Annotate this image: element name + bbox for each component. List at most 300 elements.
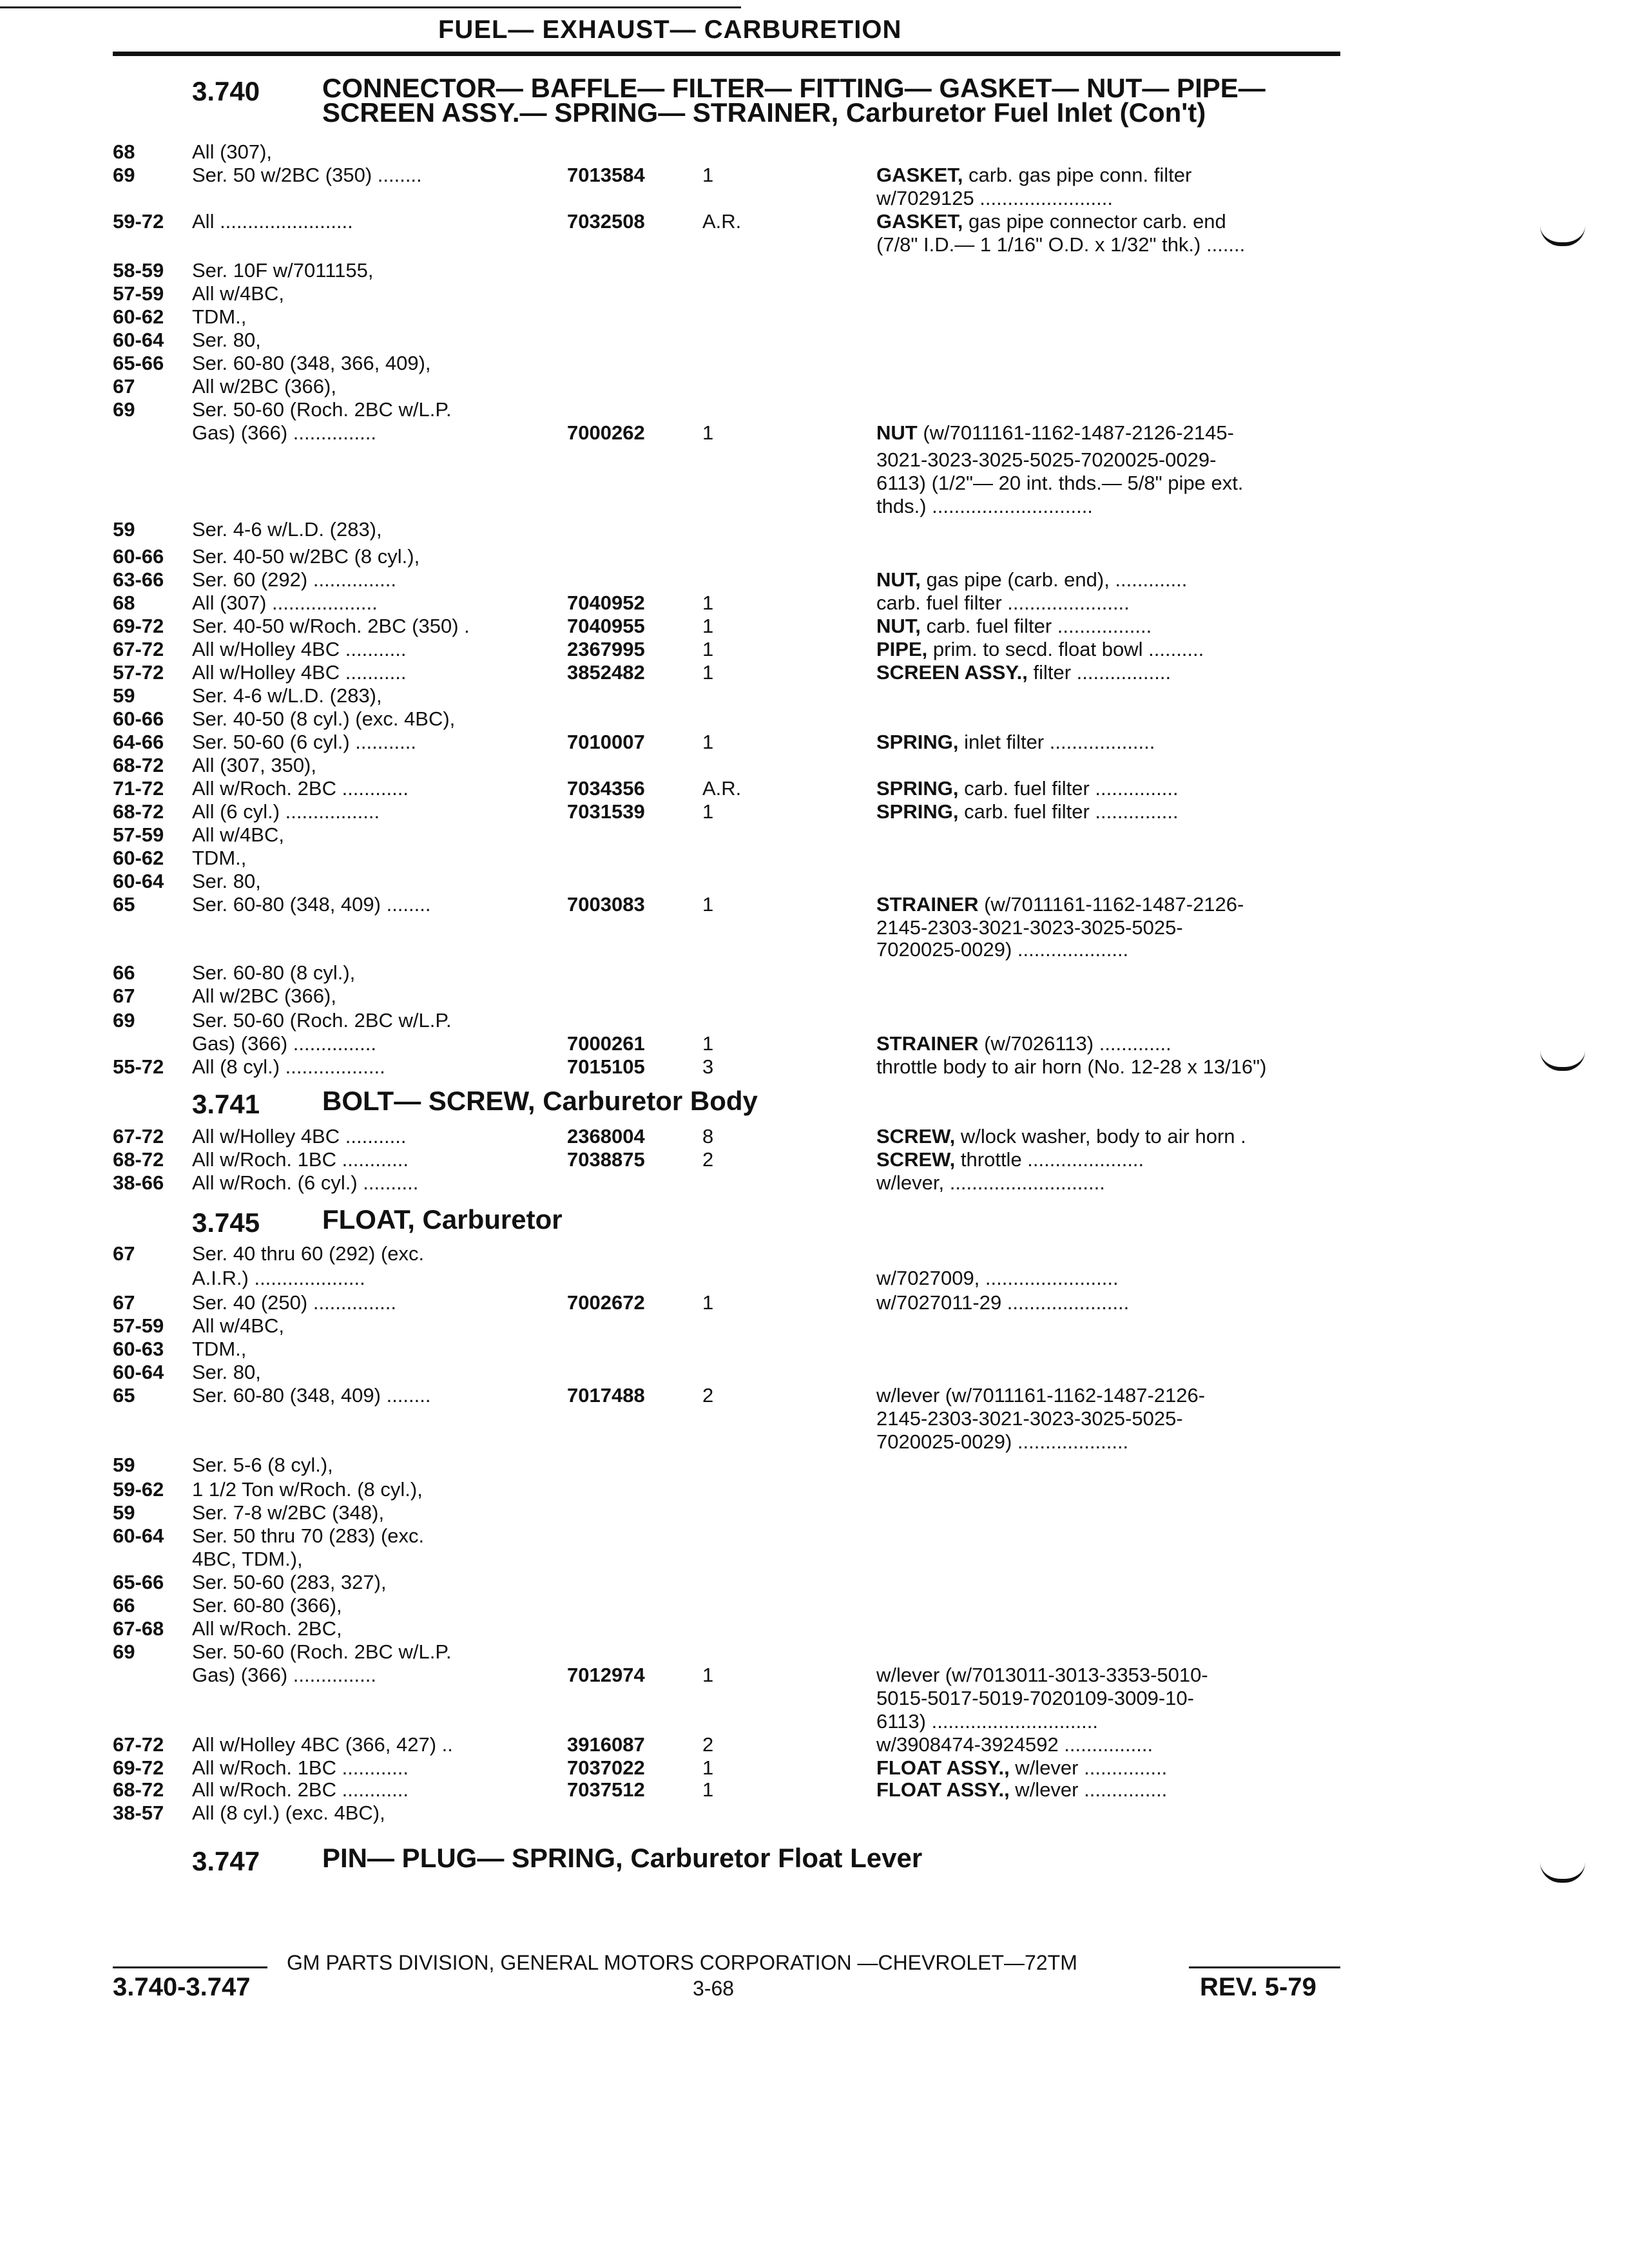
part-number-cell: 2368004 xyxy=(567,1125,645,1148)
application-cell: Ser. 60 (292) ............... xyxy=(192,568,397,591)
description-item-name: FLOAT ASSY., xyxy=(876,1778,1010,1801)
application-cell: Ser. 50 thru 70 (283) (exc. xyxy=(192,1524,425,1547)
section-title-3741: BOLT— SCREW, Carburetor Body xyxy=(322,1086,758,1116)
description-cell xyxy=(876,1407,1347,1430)
year-cell: 57-59 xyxy=(113,823,164,846)
application-cell: Ser. 50-60 (Roch. 2BC w/L.P. xyxy=(192,1640,452,1663)
description-cell xyxy=(876,1733,1347,1756)
description-item-name: SPRING, xyxy=(876,777,959,800)
description-item-name: SCREW, xyxy=(876,1148,956,1171)
application-cell: Ser. 50 w/2BC (350) ........ xyxy=(192,164,422,186)
description-item-name: NUT, xyxy=(876,615,921,637)
application-cell: Ser. 80, xyxy=(192,329,261,351)
table-row xyxy=(0,1687,1629,1710)
year-cell: 65-66 xyxy=(113,1571,164,1593)
application-cell: All w/Holley 4BC ........... xyxy=(192,661,407,684)
description-text: filter ................. xyxy=(1027,661,1171,684)
table-row xyxy=(0,495,1629,518)
application-cell: Ser. 4-6 w/L.D. (283), xyxy=(192,684,382,707)
description-cell xyxy=(876,210,1347,233)
table-row xyxy=(0,1242,1629,1265)
year-cell: 60-63 xyxy=(113,1338,164,1360)
application-cell: All w/4BC, xyxy=(192,282,284,305)
part-number-cell: 7034356 xyxy=(567,777,645,800)
table-row xyxy=(0,259,1629,282)
table-row xyxy=(0,893,1629,916)
description-cell xyxy=(876,1032,1347,1055)
year-cell: 57-59 xyxy=(113,1314,164,1337)
description-text: w/lever ............... xyxy=(1009,1778,1168,1801)
table-row xyxy=(0,1548,1629,1571)
table-row xyxy=(0,847,1629,870)
description-text: carb. fuel filter ...................... xyxy=(876,591,1130,614)
description-item-name: SCREW, xyxy=(876,1125,956,1148)
description-text: w/7029125 ........................ xyxy=(876,187,1113,209)
application-cell: 4BC, TDM.), xyxy=(192,1548,303,1570)
year-cell: 60-62 xyxy=(113,847,164,869)
table-row xyxy=(0,421,1629,445)
description-cell xyxy=(876,916,1347,939)
table-row xyxy=(0,1267,1629,1290)
description-cell xyxy=(876,731,1347,754)
application-cell: All (8 cyl.) (exc. 4BC), xyxy=(192,1802,385,1824)
application-cell: All w/Roch. 2BC ............ xyxy=(192,777,409,800)
description-text: (w/7026113) ............. xyxy=(978,1032,1171,1055)
application-cell: Ser. 40-50 (8 cyl.) (exc. 4BC), xyxy=(192,707,456,730)
year-cell: 60-64 xyxy=(113,1361,164,1383)
year-cell: 65 xyxy=(113,1384,135,1407)
description-text: 5015-5017-5019-7020109-3009-10- xyxy=(876,1687,1194,1709)
quantity-cell: 1 xyxy=(702,421,714,444)
section-number-3740: 3.740 xyxy=(192,76,260,106)
description-cell xyxy=(876,1125,1347,1148)
description-text: gas pipe (carb. end), ............. xyxy=(920,568,1188,591)
year-cell: 64-66 xyxy=(113,731,164,753)
part-number-cell: 7040955 xyxy=(567,615,645,637)
application-cell: 1 1/2 Ton w/Roch. (8 cyl.), xyxy=(192,1478,423,1501)
table-row xyxy=(0,375,1629,398)
table-row xyxy=(0,777,1629,800)
table-row xyxy=(0,754,1629,777)
description-item-name: STRAINER xyxy=(876,1032,979,1055)
application-cell: All w/Roch. 2BC ............ xyxy=(192,1778,409,1801)
quantity-cell: 1 xyxy=(702,1778,714,1801)
table-row xyxy=(0,638,1629,661)
application-cell: All w/Holley 4BC ........... xyxy=(192,638,407,660)
quantity-cell: 1 xyxy=(702,1032,714,1055)
description-text: w/7027009, ........................ xyxy=(876,1267,1119,1289)
description-text: thds.) ............................. xyxy=(876,495,1093,517)
section-number-3745: 3.745 xyxy=(192,1207,260,1238)
application-cell: Ser. 7-8 w/2BC (348), xyxy=(192,1501,385,1524)
description-cell xyxy=(876,1384,1347,1407)
description-cell xyxy=(876,1267,1347,1290)
year-cell: 60-64 xyxy=(113,870,164,892)
table-row xyxy=(0,1291,1629,1314)
application-cell: Ser. 4-6 w/L.D. (283), xyxy=(192,518,382,541)
description-cell xyxy=(876,495,1347,518)
description-text: 7020025-0029) .................... xyxy=(876,938,1129,961)
description-item-name: GASKET, xyxy=(876,210,963,233)
table-row xyxy=(0,707,1629,731)
table-row xyxy=(0,916,1629,939)
application-cell: Ser. 40-50 w/2BC (8 cyl.), xyxy=(192,545,420,568)
table-row xyxy=(0,1338,1629,1361)
description-cell xyxy=(876,661,1347,684)
page-header-title: FUEL— EXHAUST— CARBURETION xyxy=(438,15,902,44)
application-cell: Ser. 50-60 (283, 327), xyxy=(192,1571,387,1593)
footer-revision: REV. 5-79 xyxy=(1200,1973,1316,2001)
application-cell: All w/Holley 4BC (366, 427) .. xyxy=(192,1733,453,1756)
table-row xyxy=(0,1171,1629,1195)
description-text: 6113) (1/2"— 20 int. thds.— 5/8" pipe ext. xyxy=(876,472,1244,494)
year-cell: 60-62 xyxy=(113,305,164,328)
table-row xyxy=(0,985,1629,1008)
description-cell xyxy=(876,187,1347,210)
application-cell: Ser. 10F w/7011155, xyxy=(192,259,374,282)
quantity-cell: 1 xyxy=(702,1756,714,1779)
application-cell: All w/Roch. (6 cyl.) .......... xyxy=(192,1171,419,1194)
year-cell: 55-72 xyxy=(113,1055,164,1078)
application-cell: A.I.R.) .................... xyxy=(192,1267,365,1289)
description-cell xyxy=(876,421,1347,445)
application-cell: All (307, 350), xyxy=(192,754,316,776)
table-row xyxy=(0,1571,1629,1594)
year-cell: 69 xyxy=(113,1009,135,1032)
description-item-name: GASKET, xyxy=(876,164,963,186)
table-row xyxy=(0,305,1629,329)
quantity-cell: 2 xyxy=(702,1148,714,1171)
table-row xyxy=(0,1384,1629,1407)
application-cell: Ser. 60-80 (366), xyxy=(192,1594,342,1617)
section-title-3747: PIN— PLUG— SPRING, Carburetor Float Lever xyxy=(322,1843,923,1873)
part-number-cell: 7012974 xyxy=(567,1664,645,1686)
table-row xyxy=(0,1501,1629,1524)
application-cell: TDM., xyxy=(192,847,247,869)
table-row xyxy=(0,1756,1629,1780)
year-cell: 60-66 xyxy=(113,545,164,568)
year-cell: 67 xyxy=(113,375,135,398)
year-cell: 67-68 xyxy=(113,1617,164,1640)
year-cell: 60-64 xyxy=(113,329,164,351)
table-row xyxy=(0,1778,1629,1802)
description-cell xyxy=(876,1778,1347,1802)
year-cell: 67-72 xyxy=(113,1125,164,1148)
table-row xyxy=(0,661,1629,684)
description-cell xyxy=(876,472,1347,495)
description-item-name: PIPE, xyxy=(876,638,928,660)
footer-corporation: GM PARTS DIVISION, GENERAL MOTORS CORPORATION —CHEVROLET—72TM xyxy=(287,1951,1077,1974)
application-cell: Ser. 60-80 (8 cyl.), xyxy=(192,961,356,984)
footer-rule-right xyxy=(1189,1966,1340,1968)
description-item-name: FLOAT ASSY., xyxy=(876,1756,1010,1779)
quantity-cell: A.R. xyxy=(702,210,742,233)
year-cell: 59 xyxy=(113,1454,135,1476)
part-number-cell: 7037022 xyxy=(567,1756,645,1779)
description-text: w/7027011-29 ...................... xyxy=(876,1291,1130,1314)
year-cell: 71-72 xyxy=(113,777,164,800)
year-cell: 59-72 xyxy=(113,210,164,233)
quantity-cell: 1 xyxy=(702,591,714,614)
quantity-cell: 1 xyxy=(702,1291,714,1314)
description-text: 2145-2303-3021-3023-3025-5025- xyxy=(876,916,1183,939)
description-cell xyxy=(876,1171,1347,1195)
description-text: carb. fuel filter ................. xyxy=(920,615,1152,637)
quantity-cell: 1 xyxy=(702,164,714,186)
description-cell xyxy=(876,615,1347,638)
table-row xyxy=(0,210,1629,233)
part-number-cell: 7032508 xyxy=(567,210,645,233)
application-cell: All w/Roch. 1BC ............ xyxy=(192,1148,409,1171)
application-cell: All w/2BC (366), xyxy=(192,375,336,398)
description-cell xyxy=(876,164,1347,187)
year-cell: 67 xyxy=(113,1242,135,1265)
table-row xyxy=(0,518,1629,541)
year-cell: 68-72 xyxy=(113,1148,164,1171)
part-number-cell: 7015105 xyxy=(567,1055,645,1078)
application-cell: Ser. 50-60 (Roch. 2BC w/L.P. xyxy=(192,1009,452,1032)
table-row xyxy=(0,870,1629,893)
year-cell: 60-66 xyxy=(113,707,164,730)
year-cell: 65-66 xyxy=(113,352,164,374)
section-number-3747: 3.747 xyxy=(192,1846,260,1876)
description-cell xyxy=(876,591,1347,615)
description-cell xyxy=(876,1148,1347,1171)
description-text: w/lever (w/7011161-1162-1487-2126- xyxy=(876,1384,1206,1407)
description-text: (w/7011161-1162-1487-2126-2145- xyxy=(917,421,1234,444)
description-text: 6113) .............................. xyxy=(876,1710,1098,1733)
year-cell: 68 xyxy=(113,140,135,163)
year-cell: 67-72 xyxy=(113,1733,164,1756)
application-cell: All w/Holley 4BC ........... xyxy=(192,1125,407,1148)
table-row xyxy=(0,823,1629,847)
description-text: (w/7011161-1162-1487-2126- xyxy=(978,893,1244,916)
application-cell: TDM., xyxy=(192,305,247,328)
description-text: w/lever (w/7013011-3013-3353-5010- xyxy=(876,1664,1208,1686)
description-text: prim. to secd. float bowl .......... xyxy=(927,638,1204,660)
table-row xyxy=(0,800,1629,823)
table-row xyxy=(0,1710,1629,1733)
year-cell: 67-72 xyxy=(113,638,164,660)
description-cell xyxy=(876,448,1347,472)
application-cell: All (307) ................... xyxy=(192,591,378,614)
application-cell: All w/2BC (366), xyxy=(192,985,336,1007)
description-cell xyxy=(876,1664,1347,1687)
year-cell: 63-66 xyxy=(113,568,164,591)
table-row xyxy=(0,1478,1629,1501)
part-number-cell: 2367995 xyxy=(567,638,645,660)
table-row xyxy=(0,615,1629,638)
footer-section-range: 3.740-3.747 xyxy=(113,1973,251,2001)
year-cell: 38-66 xyxy=(113,1171,164,1194)
year-cell: 59-62 xyxy=(113,1478,164,1501)
table-row xyxy=(0,233,1629,256)
part-number-cell: 7037512 xyxy=(567,1778,645,1801)
table-row xyxy=(0,448,1629,472)
table-row xyxy=(0,164,1629,187)
table-row xyxy=(0,1032,1629,1055)
table-row xyxy=(0,684,1629,707)
year-cell: 68-72 xyxy=(113,800,164,823)
table-row xyxy=(0,1125,1629,1148)
application-cell: All (307), xyxy=(192,140,273,163)
application-cell: Ser. 80, xyxy=(192,1361,261,1383)
year-cell: 59 xyxy=(113,1501,135,1524)
quantity-cell: 1 xyxy=(702,893,714,916)
quantity-cell: 8 xyxy=(702,1125,714,1148)
section-title-3745: FLOAT, Carburetor xyxy=(322,1204,563,1235)
year-cell: 57-59 xyxy=(113,282,164,305)
year-cell: 69 xyxy=(113,398,135,421)
year-cell: 67 xyxy=(113,985,135,1007)
table-row xyxy=(0,1802,1629,1825)
application-cell: Ser. 60-80 (348, 366, 409), xyxy=(192,352,431,374)
quantity-cell: 1 xyxy=(702,731,714,753)
description-item-name: STRAINER xyxy=(876,893,979,916)
table-row xyxy=(0,961,1629,985)
table-row xyxy=(0,187,1629,210)
footer-rule-left xyxy=(113,1966,267,1968)
description-item-name: NUT xyxy=(876,421,918,444)
quantity-cell: 2 xyxy=(702,1384,714,1407)
application-cell: Gas) (366) ............... xyxy=(192,1664,376,1686)
description-text: carb. fuel filter ............... xyxy=(958,777,1179,800)
description-text: w/lever ............... xyxy=(1009,1756,1168,1779)
year-cell: 57-72 xyxy=(113,661,164,684)
year-cell: 67 xyxy=(113,1291,135,1314)
year-cell: 58-59 xyxy=(113,259,164,282)
part-number-cell: 3852482 xyxy=(567,661,645,684)
description-cell xyxy=(876,893,1347,916)
table-row xyxy=(0,1314,1629,1338)
section-number-3741: 3.741 xyxy=(192,1089,260,1119)
part-number-cell: 7013584 xyxy=(567,164,645,186)
application-cell: All ........................ xyxy=(192,210,353,233)
application-cell: All w/Roch. 1BC ............ xyxy=(192,1756,409,1779)
description-text: w/3908474-3924592 ................ xyxy=(876,1733,1153,1756)
year-cell: 68 xyxy=(113,591,135,614)
description-cell xyxy=(876,638,1347,661)
application-cell: All w/4BC, xyxy=(192,823,284,846)
description-text: throttle ..................... xyxy=(955,1148,1144,1171)
description-text: carb. gas pipe conn. filter xyxy=(963,164,1192,186)
description-text: inlet filter ................... xyxy=(958,731,1155,753)
description-cell xyxy=(876,1756,1347,1780)
footer-page-number: 3-68 xyxy=(693,1977,735,2000)
quantity-cell: 1 xyxy=(702,661,714,684)
description-cell xyxy=(876,1687,1347,1710)
year-cell: 65 xyxy=(113,893,135,916)
application-cell: Ser. 50-60 (Roch. 2BC w/L.P. xyxy=(192,398,452,421)
application-cell: Ser. 40 thru 60 (292) (exc. xyxy=(192,1242,425,1265)
table-row xyxy=(0,329,1629,352)
application-cell: Ser. 60-80 (348, 409) ........ xyxy=(192,1384,431,1407)
table-row xyxy=(0,1524,1629,1548)
table-row xyxy=(0,1640,1629,1664)
quantity-cell: 3 xyxy=(702,1055,714,1078)
part-number-cell: 7002672 xyxy=(567,1291,645,1314)
application-cell: All (6 cyl.) ................. xyxy=(192,800,380,823)
year-cell: 38-57 xyxy=(113,1802,164,1824)
year-cell: 59 xyxy=(113,518,135,541)
part-number-cell: 7000262 xyxy=(567,421,645,444)
table-row xyxy=(0,1594,1629,1617)
table-row xyxy=(0,1009,1629,1032)
description-text: gas pipe connector carb. end xyxy=(963,210,1226,233)
table-row xyxy=(0,1407,1629,1430)
table-row xyxy=(0,1055,1629,1079)
section-title-3740: CONNECTOR— BAFFLE— FILTER— FITTING— GASKET— NUT— PIPE— SCREEN ASSY.— SPRING— STRAINER, Carburetor Fuel Inlet (Con't) xyxy=(322,73,1266,128)
description-text: carb. fuel filter ............... xyxy=(958,800,1179,823)
description-cell xyxy=(876,777,1347,800)
application-cell: Ser. 50-60 (6 cyl.) ........... xyxy=(192,731,417,753)
description-text: 3021-3023-3025-5025-7020025-0029- xyxy=(876,448,1217,471)
quantity-cell: 1 xyxy=(702,638,714,660)
description-cell xyxy=(876,1430,1347,1454)
table-row xyxy=(0,1454,1629,1477)
quantity-cell: 1 xyxy=(702,1664,714,1686)
description-cell xyxy=(876,1055,1347,1079)
part-number-cell: 7038875 xyxy=(567,1148,645,1171)
table-row xyxy=(0,282,1629,305)
year-cell: 68-72 xyxy=(113,754,164,776)
description-item-name: NUT, xyxy=(876,568,921,591)
table-row xyxy=(0,352,1629,375)
application-cell: Gas) (366) ............... xyxy=(192,1032,376,1055)
table-row xyxy=(0,1430,1629,1454)
part-number-cell: 7010007 xyxy=(567,731,645,753)
table-row xyxy=(0,1148,1629,1171)
description-item-name: SPRING, xyxy=(876,800,959,823)
part-number-cell: 7017488 xyxy=(567,1384,645,1407)
application-cell: TDM., xyxy=(192,1338,247,1360)
application-cell: Ser. 40-50 w/Roch. 2BC (350) . xyxy=(192,615,470,637)
application-cell: Ser. 60-80 (348, 409) ........ xyxy=(192,893,431,916)
description-text: w/lever, ............................ xyxy=(876,1171,1105,1194)
description-cell xyxy=(876,233,1347,256)
year-cell: 69-72 xyxy=(113,1756,164,1779)
application-cell: Ser. 80, xyxy=(192,870,261,892)
description-cell xyxy=(876,568,1347,591)
table-row xyxy=(0,938,1629,961)
year-cell: 66 xyxy=(113,961,135,984)
description-text: 2145-2303-3021-3023-3025-5025- xyxy=(876,1407,1183,1430)
description-text: throttle body to air horn (No. 12-28 x 13/16") xyxy=(876,1055,1267,1078)
table-row xyxy=(0,398,1629,421)
description-text: 7020025-0029) .................... xyxy=(876,1430,1129,1453)
year-cell: 59 xyxy=(113,684,135,707)
description-cell xyxy=(876,800,1347,823)
table-row xyxy=(0,1664,1629,1687)
year-cell: 69 xyxy=(113,164,135,186)
quantity-cell: A.R. xyxy=(702,777,742,800)
application-cell: All (8 cyl.) .................. xyxy=(192,1055,385,1078)
application-cell: All w/Roch. 2BC, xyxy=(192,1617,342,1640)
part-number-cell: 7040952 xyxy=(567,591,645,614)
description-cell xyxy=(876,938,1347,961)
description-cell xyxy=(876,1291,1347,1314)
part-number-cell: 7003083 xyxy=(567,893,645,916)
table-row xyxy=(0,731,1629,754)
part-number-cell: 7031539 xyxy=(567,800,645,823)
application-cell: Ser. 5-6 (8 cyl.), xyxy=(192,1454,333,1476)
year-cell: 69 xyxy=(113,1640,135,1663)
table-row xyxy=(0,1617,1629,1640)
year-cell: 68-72 xyxy=(113,1778,164,1801)
table-row xyxy=(0,1361,1629,1384)
part-number-cell: 7000261 xyxy=(567,1032,645,1055)
description-text: w/lock washer, body to air horn . xyxy=(955,1125,1246,1148)
